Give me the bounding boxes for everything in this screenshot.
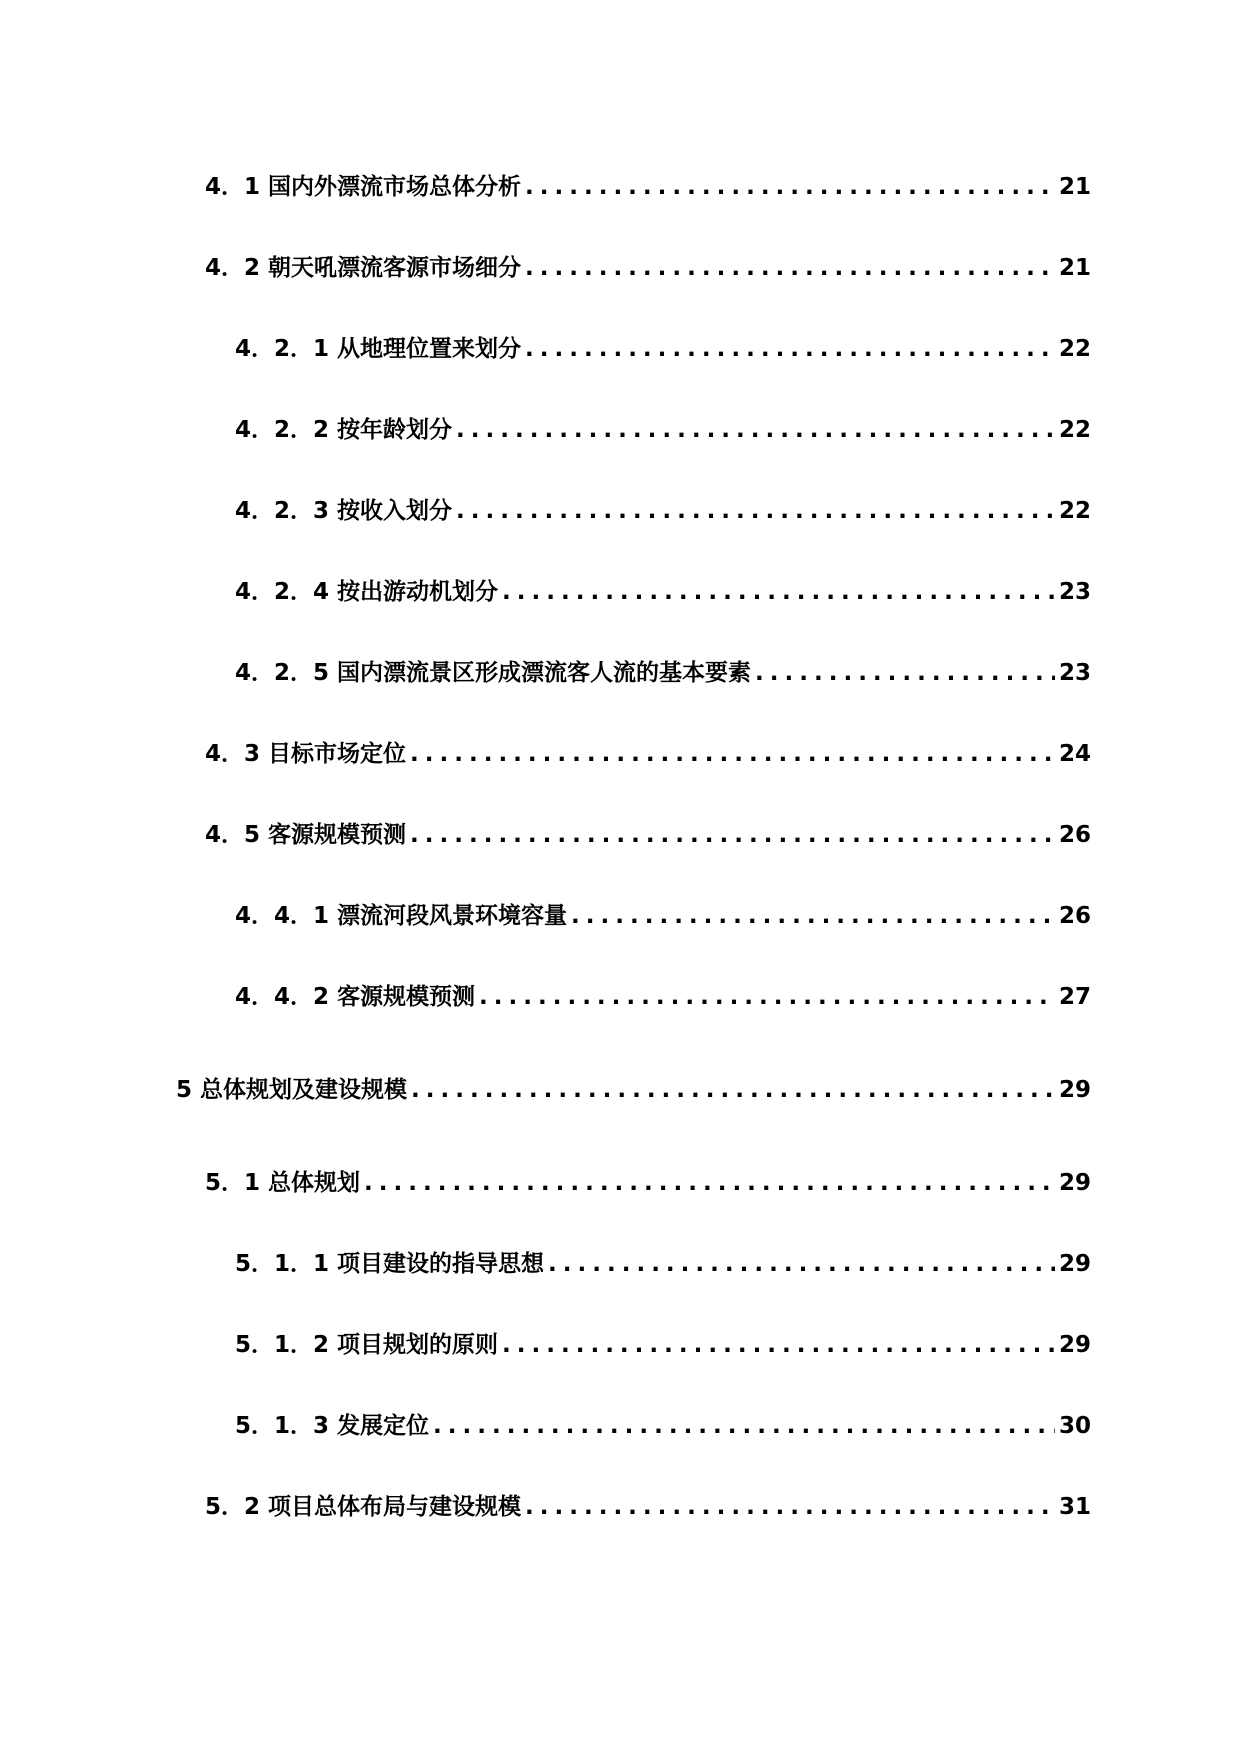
- toc-entry-4-5[interactable]: [205, 820, 1091, 850]
- toc-entry-4-2-3[interactable]: [235, 496, 1091, 526]
- toc-leader-dots: [525, 253, 1055, 283]
- toc-entry-4-2-4[interactable]: [235, 577, 1091, 607]
- toc-entry-5-1[interactable]: [205, 1168, 1091, 1198]
- toc-entry-5-1-2[interactable]: [235, 1330, 1091, 1360]
- toc-entry-title: 5．1．2 项目规划的原则: [235, 1332, 499, 1358]
- toc-leader-dots: [410, 820, 1055, 850]
- toc-entry-title: 4．4．1 漂流河段风景环境容量: [235, 903, 568, 929]
- toc-entry-page: 26: [1058, 822, 1091, 848]
- toc-entry-page: 21: [1058, 255, 1091, 281]
- toc-entry-4-2-1[interactable]: [235, 334, 1091, 364]
- toc-entry-page: 29: [1058, 1077, 1091, 1103]
- toc-entry-page: 27: [1058, 984, 1091, 1010]
- toc-entry-4-2-5[interactable]: [235, 658, 1091, 688]
- toc-leader-dots: [525, 172, 1055, 202]
- toc-leader-dots: [502, 1330, 1055, 1360]
- toc-entry-title: 4．5 客源规模预测: [205, 822, 407, 848]
- toc-entry-4-3[interactable]: [205, 739, 1091, 769]
- toc-leader-dots: [479, 982, 1055, 1012]
- toc-entry-page: 30: [1058, 1413, 1091, 1439]
- toc-entry-page: 26: [1058, 903, 1091, 929]
- toc-entry-page: 23: [1058, 660, 1091, 686]
- toc-entry-4-2-2[interactable]: [235, 415, 1091, 445]
- toc-entry-page: 23: [1058, 579, 1091, 605]
- toc-entry-5[interactable]: [176, 1075, 1091, 1105]
- toc-entry-title: 4．2．1 从地理位置来划分: [235, 336, 522, 362]
- toc-leader-dots: [456, 415, 1055, 445]
- toc-leader-dots: [525, 334, 1055, 364]
- toc-entry-4-2[interactable]: [205, 253, 1091, 283]
- toc-entry-4-4-2[interactable]: [235, 982, 1091, 1012]
- toc-leader-dots: [525, 1492, 1055, 1522]
- toc-leader-dots: [571, 901, 1055, 931]
- toc-entry-page: 29: [1058, 1170, 1091, 1196]
- toc-entry-4-1[interactable]: [205, 172, 1091, 202]
- toc-entry-5-1-3[interactable]: [235, 1411, 1091, 1441]
- toc-entry-title: 4．2 朝天吼漂流客源市场细分: [205, 255, 522, 281]
- toc-leader-dots: [433, 1411, 1055, 1441]
- toc-leader-dots: [410, 739, 1055, 769]
- toc-entry-page: 22: [1058, 417, 1091, 443]
- toc-leader-dots: [755, 658, 1055, 688]
- toc-entry-title: 4．2．3 按收入划分: [235, 498, 453, 524]
- toc-entry-title: 5 总体规划及建设规模: [176, 1077, 408, 1103]
- toc-entry-page: 31: [1058, 1494, 1091, 1520]
- toc-leader-dots: [502, 577, 1055, 607]
- toc-entry-title: 4．2．4 按出游动机划分: [235, 579, 499, 605]
- toc-leader-dots: [364, 1168, 1055, 1198]
- toc-leader-dots: [456, 496, 1055, 526]
- toc-entry-title: 5．1 总体规划: [205, 1170, 361, 1196]
- toc-entry-page: 22: [1058, 336, 1091, 362]
- toc-entry-title: 4．4．2 客源规模预测: [235, 984, 476, 1010]
- toc-entry-title: 4．2．2 按年龄划分: [235, 417, 453, 443]
- toc-entry-title: 4．2．5 国内漂流景区形成漂流客人流的基本要素: [235, 660, 752, 686]
- toc-entry-page: 22: [1058, 498, 1091, 524]
- toc-entry-title: 4．1 国内外漂流市场总体分析: [205, 174, 522, 200]
- toc-entry-page: 21: [1058, 174, 1091, 200]
- toc-entry-page: 29: [1058, 1251, 1091, 1277]
- toc-entry-title: 4．3 目标市场定位: [205, 741, 407, 767]
- toc-entry-5-1-1[interactable]: [235, 1249, 1091, 1279]
- toc-entry-title: 5．1．1 项目建设的指导思想: [235, 1251, 545, 1277]
- toc-entry-5-2[interactable]: [205, 1492, 1091, 1522]
- toc-leader-dots: [548, 1249, 1055, 1279]
- toc-entry-4-4-1[interactable]: [235, 901, 1091, 931]
- toc-entry-title: 5．1．3 发展定位: [235, 1413, 430, 1439]
- toc-entry-page: 24: [1058, 741, 1091, 767]
- toc-entry-title: 5．2 项目总体布局与建设规模: [205, 1494, 522, 1520]
- toc-leader-dots: [411, 1075, 1055, 1105]
- toc-entry-page: 29: [1058, 1332, 1091, 1358]
